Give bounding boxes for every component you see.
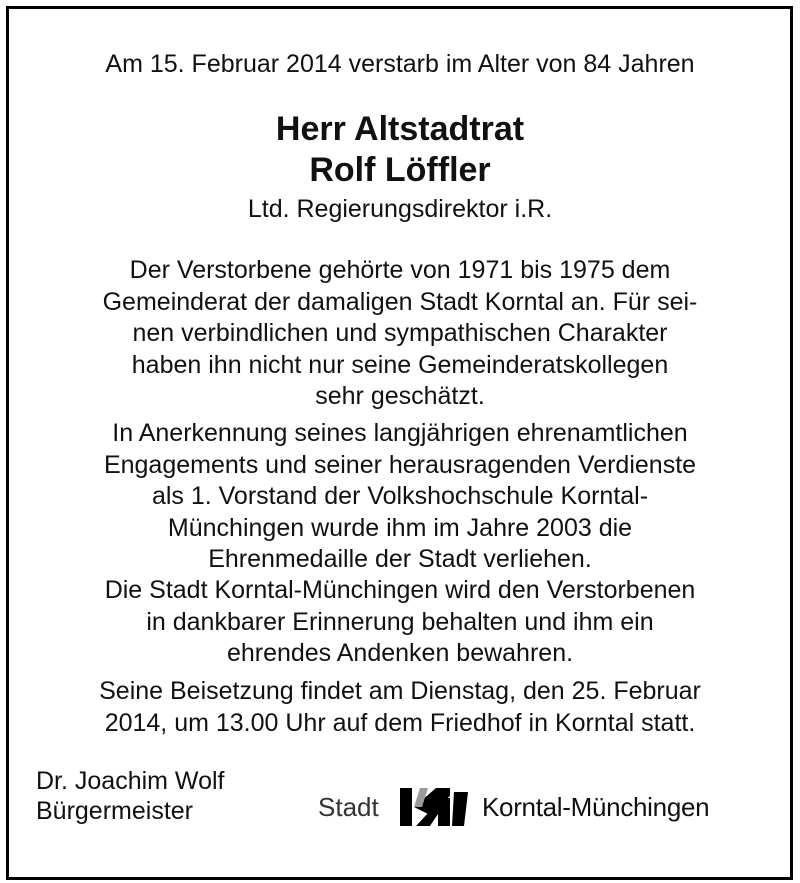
km-logo-icon	[392, 778, 478, 835]
paragraph-council-membership	[20, 255, 780, 413]
text-line: Die Stadt Korntal-Münchingen wird den Verstorbenen	[104, 576, 696, 604]
text-line: 2014, um 13.00 Uhr auf dem Friedhof in Korntal statt.	[104, 708, 696, 737]
deceased-job-title: Ltd. Regierungsdirektor i.R.	[247, 195, 553, 223]
text-line: in dankbarer Erinnerung behalten und ihm ein	[146, 607, 654, 636]
name-line-1: Herr Altstadtrat	[275, 110, 525, 148]
text-line: ehrendes Andenken bewahren.	[226, 639, 574, 667]
text-line: als 1. Vorstand der Volkshochschule Korntal-	[151, 482, 649, 510]
logo-town-name: Korntal-Münchingen	[482, 792, 710, 822]
text-line: Münchingen wurde ihm im Jahre 2003 die	[167, 513, 633, 542]
text-line: sehr geschätzt.	[315, 382, 485, 410]
text-line: In Anerkennung seines langjährigen ehrenamtlichen	[112, 419, 688, 447]
text-line: Gemeinderat der damaligen Stadt Korntal an. Für sei-	[102, 287, 698, 316]
paragraph-honorary-engagement	[20, 418, 780, 576]
deceased-name	[0, 109, 800, 191]
text-line: Engagements und seiner herausragenden Verdienste	[103, 450, 697, 479]
paragraph-funeral-details	[20, 676, 780, 739]
signature-block	[36, 766, 224, 826]
text-line: Der Verstorbene gehörte von 1971 bis 1975 dem	[129, 256, 671, 284]
name-line-2: Rolf Löffler	[309, 151, 491, 189]
town-logo	[318, 774, 758, 834]
signatory-name: Dr. Joachim Wolf	[36, 767, 225, 795]
death-announcement-intro: Am 15. Februar 2014 verstarb im Alter von 84 Jahren	[105, 50, 695, 78]
paragraph-remembrance	[20, 575, 780, 670]
logo-prefix: Stadt	[318, 792, 379, 822]
text-line: Seine Beisetzung findet am Dienstag, den 25. Februar	[99, 677, 701, 705]
text-line: Ehrenmedaille der Stadt verliehen.	[208, 545, 592, 573]
text-line: haben ihn nicht nur seine Gemeinderatskollegen	[131, 350, 669, 379]
signatory-role: Bürgermeister	[36, 797, 193, 825]
text-line: nen verbindlichen und sympathischen Charakter	[132, 319, 668, 347]
